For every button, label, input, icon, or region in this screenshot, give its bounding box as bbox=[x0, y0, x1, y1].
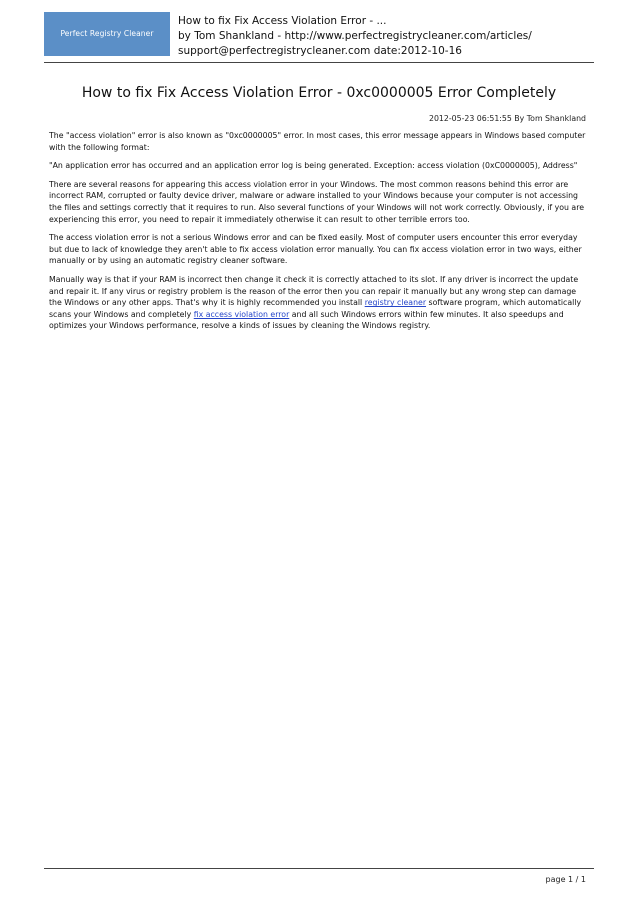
paragraph-5 bbox=[49, 274, 587, 332]
fix-access-violation-link[interactable]: fix access violation error bbox=[193, 309, 290, 319]
paragraph-5-text-3: and all such Windows errors within few minutes. It also speedups and optimizes your Windows performance, resolve a kinds of issues by cleaning the Windows registry. bbox=[49, 309, 564, 331]
header-article-title: How to fix Fix Access Violation Error - ... bbox=[178, 15, 387, 27]
header-info bbox=[178, 14, 532, 59]
paragraph-4: The access violation error is not a serious Windows error and can be fixed easily. Most of computer users encounter this error everyday but due to lack of knowledge they aren't able to fix access violation error manually. You can fix access violation error in two ways, either manually or by using an automatic registry cleaner software. bbox=[49, 233, 582, 266]
document-header bbox=[44, 12, 594, 60]
paragraph-3: There are several reasons for appearing this access violation error in your Windows. The most common reasons behind this error are incorrect RAM, corrupted or faulty device driver, malware or adware installed to your Windows because your computer is not accessing the files and settings correctly that it requires to run. Also several functions of your Windows will not work correctly. Obviously, if you are experiencing this error, you need to repair it immediately otherwise it can result to other terrible errors too. bbox=[49, 179, 585, 224]
article-body bbox=[49, 130, 587, 339]
registry-cleaner-link[interactable]: registry cleaner bbox=[364, 298, 427, 308]
paragraph-5-text-2: software program, which automatically scans your Windows and completely bbox=[49, 298, 582, 319]
header-email-date: support@perfectregistrycleaner.com date:2012-10-16 bbox=[178, 45, 462, 57]
page-number: page 1 / 1 bbox=[545, 875, 586, 884]
paragraph-1: The "access violation" error is also known as "0xc0000005" error. In most cases, this error message appears in Windows based computer with the following format: bbox=[49, 131, 586, 152]
article-meta: 2012-05-23 06:51:55 By Tom Shankland bbox=[429, 114, 586, 123]
paragraph-5-text-1: Manually way is that if your RAM is incorrect then change it check it is correctly attached to its slot. If any driver is incorrect the update and repair it. If any virus or registry problem is the reason of the error then you can repair it manually but any wrong step can damage the Windows or any other apps. That's why it is highly recommended you install bbox=[49, 274, 579, 308]
paragraph-2: "An application error has occurred and an application error log is being generated. Exception: access violation (0xC0000005), Address" bbox=[49, 161, 578, 171]
site-logo bbox=[44, 12, 170, 56]
footer-divider bbox=[44, 868, 594, 869]
article-title: How to fix Fix Access Violation Error - 0xc0000005 Error Completely bbox=[81, 85, 557, 101]
header-divider bbox=[44, 62, 594, 63]
site-logo-text: Perfect Registry Cleaner bbox=[60, 29, 154, 38]
header-author-url: by Tom Shankland - http://www.perfectregistrycleaner.com/articles/ bbox=[178, 30, 532, 42]
